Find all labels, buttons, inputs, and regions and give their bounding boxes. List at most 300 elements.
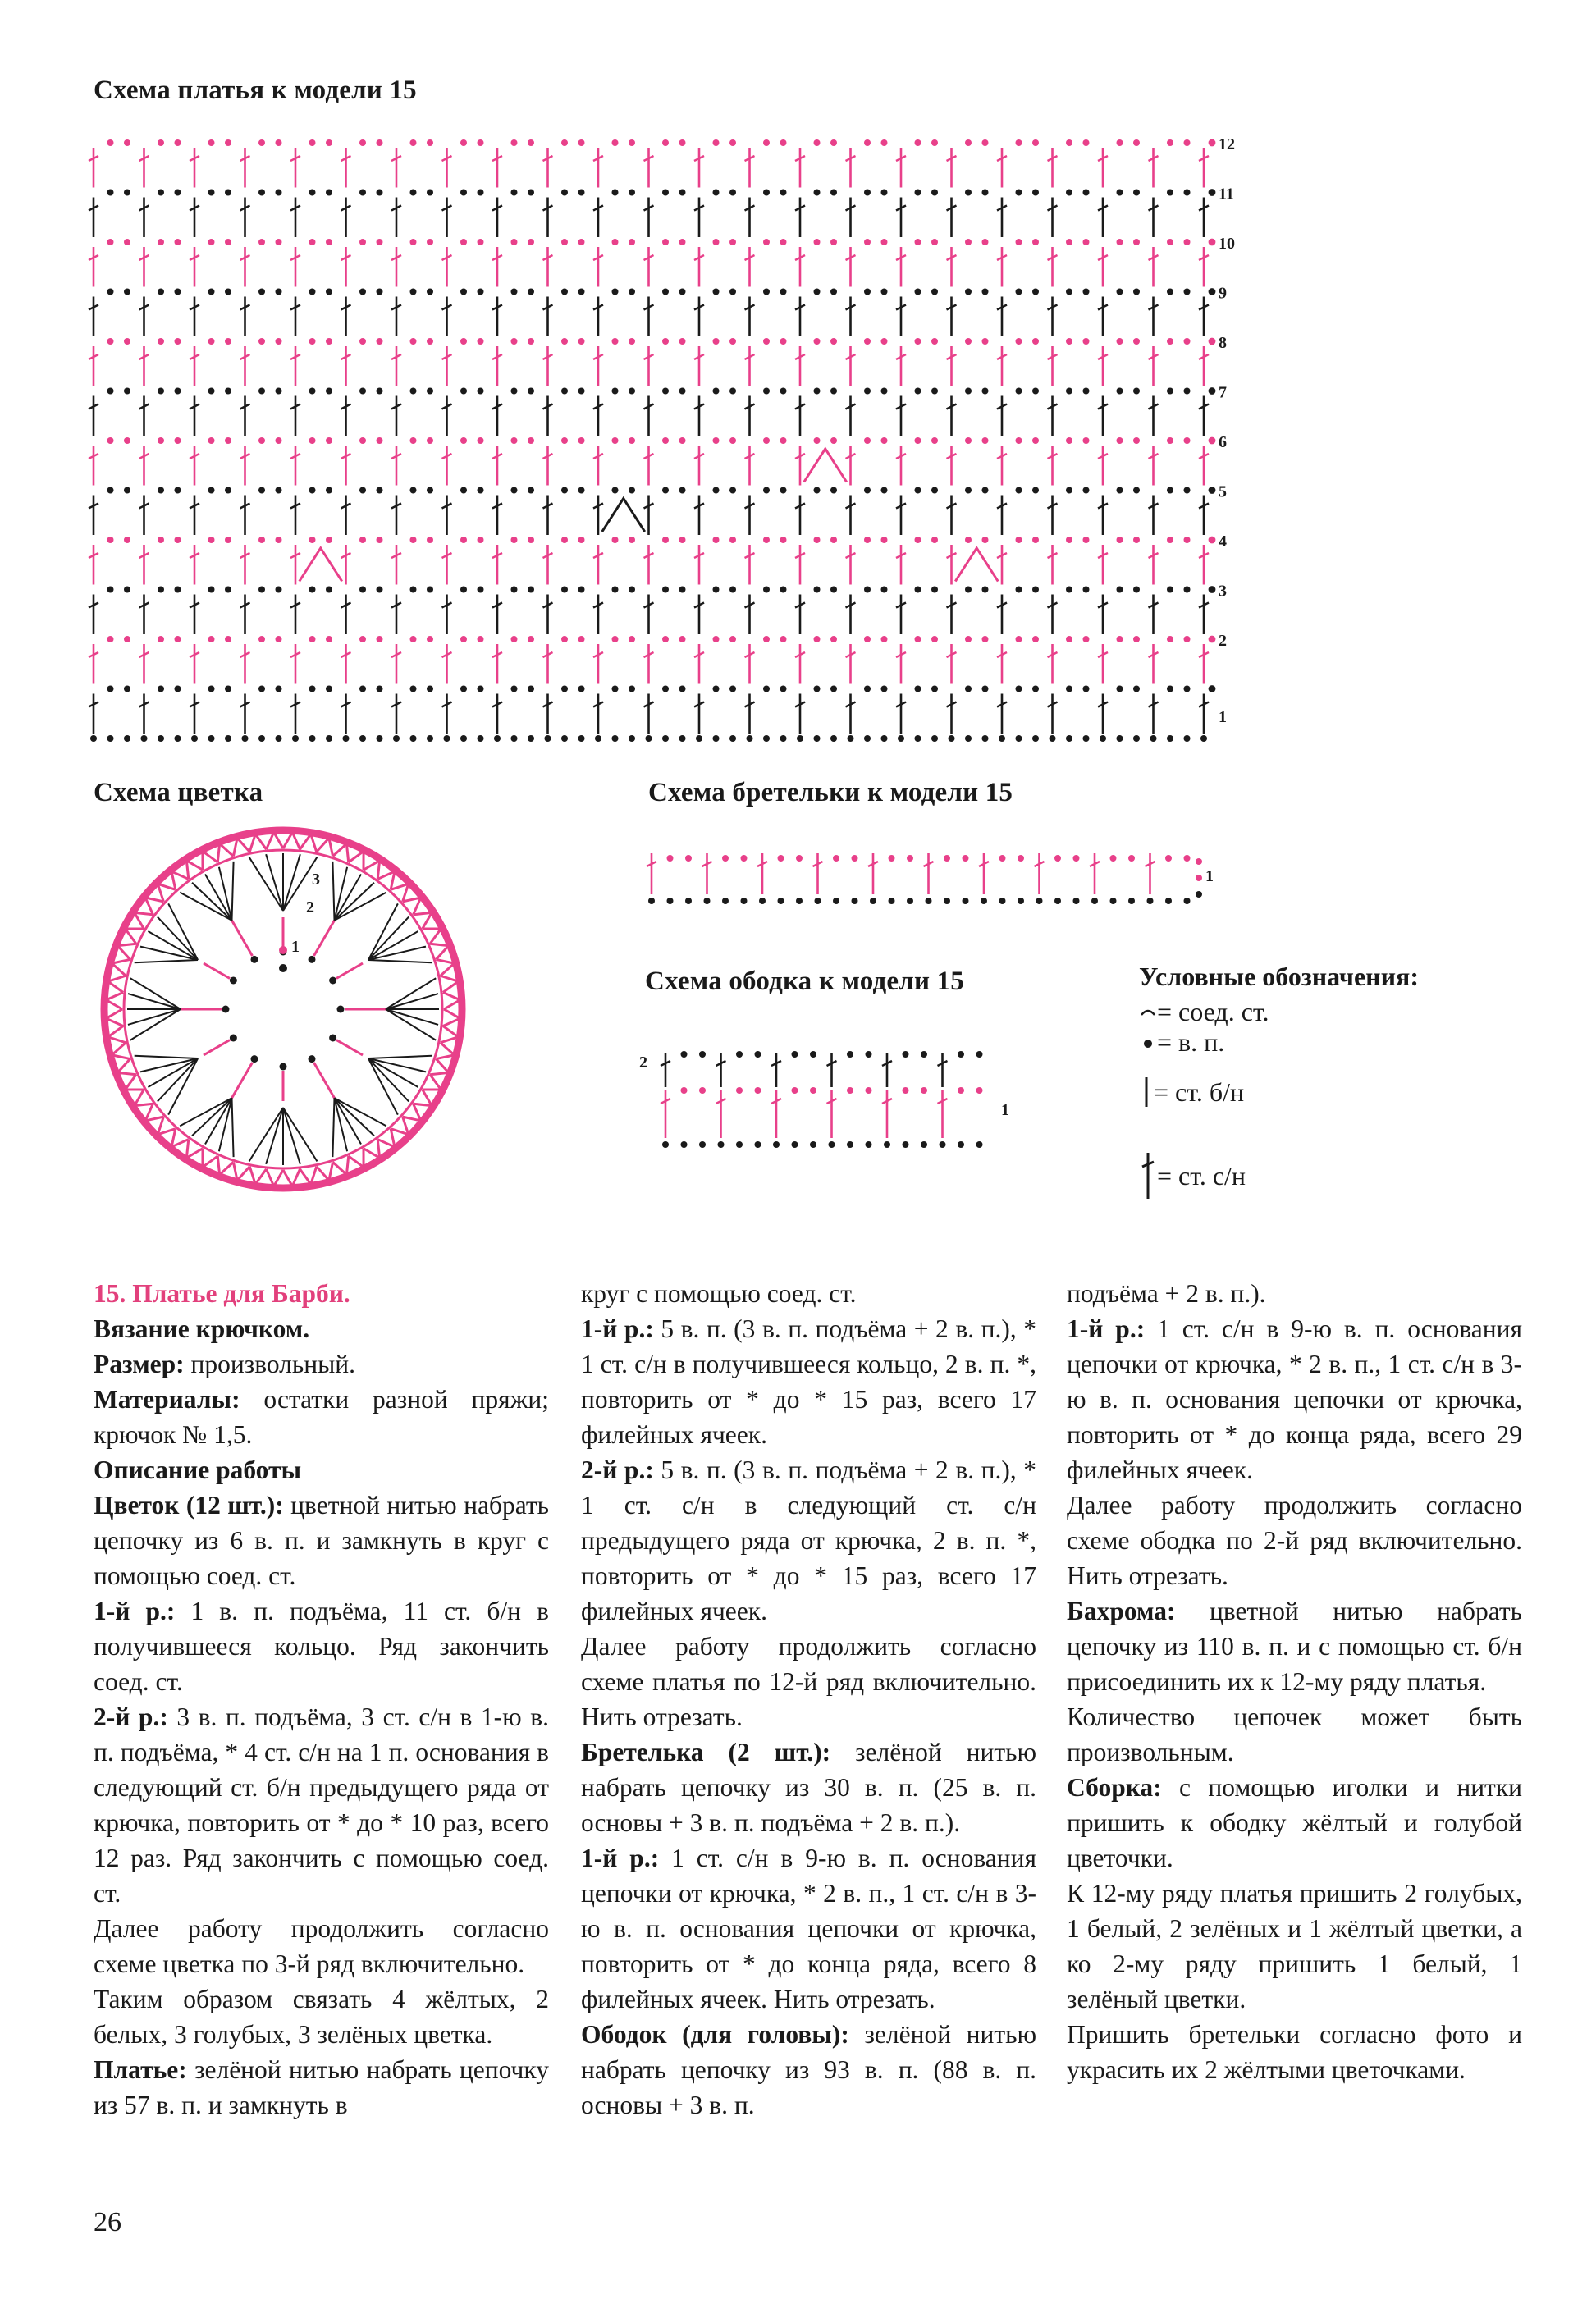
chain-stitch bbox=[915, 686, 921, 692]
chain-stitch bbox=[881, 338, 888, 345]
chain-stitch bbox=[847, 1087, 853, 1094]
paragraph-body: 1 ст. с/н в 9-ю в. п. основания цепочки от крючка, * 2 в. п., 1 ст. с/н в 3-ю в. п. основания цепочки от крючка, повторить от * до конца ряда, всего 29 филейных ячеек. bbox=[1067, 1314, 1522, 1484]
chain-stitch bbox=[847, 1141, 853, 1148]
outer-stitch bbox=[444, 1009, 460, 1018]
chain-stitch bbox=[478, 139, 484, 146]
chain-stitch bbox=[329, 1035, 336, 1042]
chain-stitch bbox=[755, 1051, 761, 1058]
fan-stitch bbox=[219, 867, 232, 921]
chain-stitch bbox=[309, 289, 316, 295]
chain-stitch bbox=[713, 338, 720, 345]
chain-stitch bbox=[124, 139, 130, 146]
fan-stitch bbox=[140, 1058, 198, 1072]
chain-stitch bbox=[175, 289, 181, 295]
chain-stitch bbox=[528, 289, 534, 295]
chain-stitch bbox=[1209, 636, 1216, 643]
chain-stitch bbox=[931, 636, 938, 642]
chain-stitch bbox=[1032, 437, 1039, 444]
paragraph-heading: 1-й р.: bbox=[581, 1314, 654, 1343]
chain-stitch bbox=[736, 1141, 743, 1148]
chain-stitch bbox=[981, 898, 987, 904]
chain-stitch bbox=[326, 686, 332, 692]
chain-stitch bbox=[279, 964, 287, 972]
legend-text: = в. п. bbox=[1157, 1027, 1225, 1057]
chain-stitch bbox=[410, 686, 417, 692]
chain-stitch bbox=[124, 487, 130, 494]
chain-stitch bbox=[528, 636, 534, 642]
chain-stitch bbox=[662, 139, 669, 146]
chain-stitch bbox=[1133, 537, 1140, 543]
chain-stitch bbox=[755, 1141, 761, 1148]
chain-stitch bbox=[528, 686, 534, 692]
chain-stitch bbox=[1016, 338, 1022, 345]
chain-stitch bbox=[242, 735, 249, 742]
chain-stitch bbox=[1117, 388, 1123, 395]
chain-stitch bbox=[931, 190, 938, 196]
chain-stitch bbox=[329, 977, 336, 985]
text-paragraph bbox=[1067, 1876, 1522, 2017]
chain-stitch bbox=[309, 587, 316, 593]
fan-stitch bbox=[130, 1009, 181, 1040]
paragraph-heading: Материалы: bbox=[94, 1385, 240, 1414]
chain-stitch bbox=[685, 898, 692, 904]
chain-stitch bbox=[915, 289, 921, 295]
chain-stitch bbox=[427, 338, 433, 345]
chain-stitch bbox=[410, 239, 417, 245]
chain-stitch bbox=[427, 388, 433, 395]
chain-stitch bbox=[158, 139, 164, 146]
chain-stitch bbox=[208, 139, 215, 146]
chain-stitch bbox=[528, 190, 534, 196]
chain-stitch bbox=[829, 1141, 835, 1148]
chain-stitch bbox=[1184, 537, 1191, 543]
chain-stitch bbox=[629, 239, 635, 245]
chain-stitch bbox=[982, 735, 989, 742]
outer-stitch bbox=[364, 861, 380, 870]
chain-stitch bbox=[208, 190, 215, 196]
chain-stitch bbox=[1016, 239, 1022, 245]
outer-stitch bbox=[135, 1090, 144, 1106]
chain-stitch bbox=[898, 735, 904, 742]
chain-stitch bbox=[1016, 139, 1022, 146]
chain-stitch bbox=[292, 735, 299, 742]
chain-stitch bbox=[124, 289, 130, 295]
chain-stitch bbox=[958, 1051, 964, 1058]
chain-stitch bbox=[612, 487, 619, 494]
chain-stitch bbox=[208, 289, 215, 295]
legend-text: = ст. б/н bbox=[1154, 1076, 1245, 1107]
chain-stitch bbox=[926, 898, 932, 904]
chain-stitch bbox=[276, 239, 282, 245]
chain-stitch bbox=[410, 487, 417, 494]
chain-stitch bbox=[699, 1141, 706, 1148]
chain-stitch bbox=[718, 1141, 725, 1148]
chain-stitch bbox=[881, 537, 888, 543]
chain-stitch bbox=[931, 139, 938, 146]
chain-stitch bbox=[158, 239, 164, 245]
chain-stitch bbox=[830, 735, 837, 742]
chain-stitch bbox=[915, 139, 921, 146]
chain-stitch bbox=[729, 338, 736, 345]
chain-stitch bbox=[931, 537, 938, 543]
chain-stitch bbox=[276, 735, 282, 742]
fan-stitch bbox=[386, 994, 438, 1009]
chain-stitch bbox=[667, 898, 674, 904]
chain-stitch bbox=[191, 735, 198, 742]
chain-stitch bbox=[1133, 587, 1140, 593]
chain-stitch bbox=[276, 338, 282, 345]
chain-stitch bbox=[1066, 487, 1072, 494]
text-paragraph bbox=[94, 1699, 549, 1911]
decrease-v-stitch bbox=[602, 499, 645, 532]
chain-stitch bbox=[1083, 239, 1090, 245]
chain-stitch bbox=[225, 636, 231, 642]
row-number: 4 bbox=[1219, 532, 1227, 551]
chain-stitch bbox=[225, 735, 231, 742]
chain-stitch bbox=[679, 636, 686, 642]
spoke-stitch bbox=[336, 963, 363, 979]
fan-stitch bbox=[368, 947, 426, 960]
chain-stitch bbox=[460, 139, 467, 146]
outer-stitch bbox=[117, 946, 130, 960]
fan-stitch bbox=[249, 857, 283, 911]
outer-stitch bbox=[108, 981, 123, 992]
chain-stitch bbox=[1209, 586, 1216, 593]
chain-stitch bbox=[1167, 239, 1173, 245]
chain-stitch bbox=[963, 855, 969, 862]
paragraph-heading: Описание работы bbox=[94, 1456, 302, 1484]
chain-stitch bbox=[460, 239, 467, 245]
outer-stitch bbox=[333, 1162, 347, 1174]
chain-stitch bbox=[208, 437, 215, 444]
chain-stitch bbox=[646, 735, 652, 742]
chain-stitch bbox=[528, 437, 534, 444]
chain-stitch bbox=[763, 239, 770, 245]
paragraph-heading: 1-й р.: bbox=[581, 1844, 660, 1872]
chain-stitch bbox=[230, 1035, 237, 1042]
chain-stitch bbox=[208, 239, 215, 245]
chain-stitch bbox=[965, 735, 972, 742]
chain-stitch bbox=[729, 636, 736, 642]
chain-stitch bbox=[662, 437, 669, 444]
chain-stitch bbox=[595, 735, 601, 742]
chain-stitch bbox=[251, 956, 258, 963]
chain-stitch bbox=[679, 190, 686, 196]
chain-stitch bbox=[258, 735, 265, 742]
chain-stitch bbox=[460, 190, 467, 196]
chain-stitch bbox=[460, 636, 467, 642]
outer-stitch bbox=[443, 1026, 458, 1036]
chain-stitch bbox=[225, 487, 231, 494]
chain-stitch bbox=[1133, 487, 1140, 494]
chain-stitch bbox=[679, 537, 686, 543]
chain-stitch bbox=[864, 437, 871, 444]
chain-stitch bbox=[881, 289, 888, 295]
chain-stitch bbox=[982, 289, 989, 295]
chain-stitch bbox=[780, 735, 787, 742]
chain-stitch bbox=[679, 487, 686, 494]
outer-stitch bbox=[349, 852, 364, 862]
chain-stitch bbox=[1066, 686, 1072, 692]
outer-stitch bbox=[255, 1169, 266, 1184]
row-number: 1 bbox=[1205, 867, 1214, 885]
chain-stitch bbox=[478, 190, 484, 196]
chain-stitch bbox=[359, 139, 366, 146]
outer-stitch bbox=[106, 1018, 123, 1026]
paragraph-body: Таким образом связать 4 жёлтых, 2 белых, 3 голубых, 3 зелёных цветка. bbox=[94, 1985, 549, 2049]
chain-stitch bbox=[982, 636, 989, 642]
legend-item-slip-stitch bbox=[1139, 997, 1269, 1027]
chain-stitch bbox=[915, 239, 921, 245]
chain-stitch bbox=[889, 898, 895, 904]
chain-stitch bbox=[208, 587, 215, 593]
chain-stitch bbox=[1200, 735, 1207, 742]
chain-stitch bbox=[1117, 437, 1123, 444]
outer-stitch bbox=[220, 1162, 234, 1174]
chain-stitch bbox=[780, 437, 787, 444]
paragraph-body: цветной нитью набрать цепочку из 110 в. п. и с помощью ст. б/н присоединить их к 12-му ряду платья. bbox=[1067, 1597, 1522, 1696]
outer-stitch bbox=[106, 1009, 122, 1018]
chain-stitch bbox=[881, 587, 888, 593]
chain-stitch bbox=[359, 437, 366, 444]
chain-stitch bbox=[1184, 338, 1191, 345]
chain-stitch bbox=[1066, 537, 1072, 543]
chain-stitch bbox=[326, 487, 332, 494]
chain-stitch bbox=[1032, 338, 1039, 345]
chain-stitch bbox=[175, 735, 181, 742]
text-paragraph bbox=[94, 1488, 549, 1593]
chain-stitch bbox=[478, 289, 484, 295]
chain-stitch bbox=[729, 190, 736, 196]
chain-stitch bbox=[528, 338, 534, 345]
paragraph-body: произвольный. bbox=[184, 1350, 356, 1378]
chain-stitch bbox=[107, 587, 114, 593]
chain-stitch bbox=[1184, 190, 1191, 196]
chain-stitch bbox=[773, 1141, 780, 1148]
chain-stitch bbox=[965, 190, 972, 196]
outer-stitch bbox=[203, 1156, 217, 1167]
chain-stitch bbox=[830, 636, 837, 642]
chain-stitch bbox=[578, 289, 585, 295]
chain-stitch bbox=[158, 587, 164, 593]
chain-stitch bbox=[881, 735, 888, 742]
chain-stitch bbox=[931, 686, 938, 692]
chain-stitch bbox=[561, 139, 568, 146]
chain-stitch bbox=[141, 735, 148, 742]
spoke-stitch bbox=[314, 1063, 335, 1098]
chain-stitch bbox=[1133, 239, 1140, 245]
chain-stitch bbox=[1133, 388, 1140, 395]
chain-stitch bbox=[1167, 487, 1173, 494]
paragraph-body: 1 в. п. подъёма, 11 ст. б/н в получившееся кольцо. Ряд закончить соед. ст. bbox=[94, 1597, 549, 1696]
chain-stitch bbox=[696, 735, 702, 742]
chain-stitch bbox=[158, 487, 164, 494]
chain-stitch bbox=[612, 686, 619, 692]
chain-stitch bbox=[276, 437, 282, 444]
chain-stitch bbox=[545, 735, 551, 742]
chain-stitch bbox=[965, 587, 972, 593]
chain-stitch bbox=[830, 190, 837, 196]
chain-stitch bbox=[107, 388, 114, 395]
chain-stitch bbox=[958, 1141, 964, 1148]
chain-stitch bbox=[1209, 685, 1216, 692]
chain-stitch bbox=[208, 388, 215, 395]
fan-stitch bbox=[332, 1098, 334, 1157]
outer-stitch bbox=[377, 1140, 379, 1159]
chain-stitch bbox=[629, 487, 635, 494]
chain-stitch bbox=[713, 139, 720, 146]
chain-stitch bbox=[225, 338, 231, 345]
chain-stitch bbox=[578, 487, 585, 494]
chain-stitch bbox=[578, 239, 585, 245]
chain-stitch bbox=[258, 537, 265, 543]
center-ring bbox=[260, 986, 306, 1032]
chain-stitch bbox=[175, 636, 181, 642]
chain-stitch bbox=[931, 289, 938, 295]
chain-stitch bbox=[208, 338, 215, 345]
outer-stitch bbox=[220, 843, 234, 856]
chain-stitch bbox=[1209, 139, 1216, 147]
paragraph-heading: 2-й р.: bbox=[581, 1456, 654, 1484]
chain-stitch bbox=[780, 289, 787, 295]
decrease-v-stitch bbox=[955, 548, 998, 582]
chain-stitch bbox=[158, 636, 164, 642]
chain-stitch bbox=[326, 437, 332, 444]
chain-stitch bbox=[864, 735, 871, 742]
fan-stitch bbox=[368, 917, 409, 960]
legend-item-chain bbox=[1139, 1027, 1224, 1058]
chain-stitch bbox=[629, 735, 635, 742]
fan-stitch bbox=[232, 1098, 234, 1157]
chain-stitch bbox=[903, 1141, 909, 1148]
chain-stitch bbox=[870, 898, 876, 904]
chain-stitch bbox=[124, 388, 130, 395]
fan-stitch bbox=[128, 994, 181, 1009]
fan-stitch bbox=[368, 1058, 409, 1101]
chain-stitch bbox=[982, 537, 989, 543]
chain-stitch bbox=[309, 487, 316, 494]
chain-stitch bbox=[713, 735, 720, 742]
chain-stitch bbox=[1018, 898, 1024, 904]
chain-stitch bbox=[965, 537, 972, 543]
paragraph-body: Количество цепочек может быть произвольным. bbox=[1067, 1702, 1522, 1766]
chain-stitch bbox=[337, 1006, 345, 1013]
paragraph-body: зелёной нитью набрать цепочку из 93 в. п. (88 в. п. основы + 3 в. п. bbox=[581, 2020, 1037, 2119]
chain-stitch bbox=[478, 636, 484, 642]
chain-stitch bbox=[780, 537, 787, 543]
chain-stitch bbox=[561, 388, 568, 395]
chain-stitch bbox=[1133, 636, 1140, 642]
chain-stitch bbox=[915, 735, 921, 742]
chain-stitch bbox=[681, 1087, 688, 1094]
fan-stitch bbox=[386, 1009, 436, 1040]
chain-stitch bbox=[1209, 387, 1216, 395]
chain-stitch bbox=[612, 388, 619, 395]
row-number: 11 bbox=[1219, 185, 1234, 203]
chain-stitch bbox=[377, 735, 383, 742]
chain-stitch bbox=[208, 686, 215, 692]
row-number: 1 bbox=[1219, 708, 1227, 726]
chain-stitch bbox=[1117, 289, 1123, 295]
chain-stitch bbox=[679, 437, 686, 444]
chain-stitch bbox=[965, 289, 972, 295]
chain-stitch bbox=[814, 735, 821, 742]
fan-stitch bbox=[140, 947, 198, 960]
chain-stitch bbox=[578, 388, 585, 395]
chain-stitch bbox=[763, 487, 770, 494]
paragraph-heading: Ободок (для головы): bbox=[581, 2020, 849, 2049]
outer-stitch bbox=[436, 946, 448, 960]
fan-stitch bbox=[128, 1009, 181, 1025]
chain-stitch bbox=[612, 437, 619, 444]
chain-stitch bbox=[90, 735, 97, 742]
row-number: 1 bbox=[1001, 1101, 1009, 1119]
chain-stitch bbox=[410, 139, 417, 146]
chain-stitch bbox=[427, 437, 433, 444]
chain-stitch bbox=[679, 388, 686, 395]
flower-row-number: 2 bbox=[306, 898, 314, 916]
chain-stitch bbox=[377, 289, 383, 295]
outer-stitch bbox=[377, 861, 379, 880]
chain-stitch bbox=[881, 190, 888, 196]
chain-stitch bbox=[1032, 139, 1039, 146]
chain-stitch bbox=[1066, 388, 1072, 395]
fan-stitch bbox=[368, 960, 432, 962]
chain-stitch bbox=[662, 289, 669, 295]
chain-stitch bbox=[561, 338, 568, 345]
chain-stitch bbox=[1036, 898, 1043, 904]
chain-stitch bbox=[982, 437, 989, 444]
chain-stitch bbox=[848, 735, 854, 742]
chain-stitch bbox=[780, 686, 787, 692]
chain-stitch bbox=[915, 338, 921, 345]
outer-stitch bbox=[274, 832, 283, 848]
chain-stitch bbox=[722, 898, 729, 904]
chain-stitch bbox=[1066, 437, 1072, 444]
chain-stitch bbox=[713, 388, 720, 395]
fan-stitch bbox=[335, 1098, 348, 1151]
chain-stitch bbox=[763, 686, 770, 692]
chain-stitch bbox=[427, 537, 433, 543]
chain-stitch bbox=[410, 388, 417, 395]
chain-stitch bbox=[1032, 537, 1039, 543]
chain-stitch bbox=[1128, 898, 1135, 904]
chain-stitch bbox=[747, 735, 753, 742]
chain-stitch bbox=[736, 1087, 743, 1094]
chain-stitch bbox=[864, 587, 871, 593]
strap-chart-title: Схема бретельки к модели 15 bbox=[648, 778, 1013, 807]
spoke-stitch bbox=[204, 963, 230, 979]
chain-stitch bbox=[377, 338, 383, 345]
chain-stitch bbox=[1167, 437, 1173, 444]
chain-stitch bbox=[1016, 537, 1022, 543]
fan-stitch bbox=[130, 978, 181, 1009]
chain-stitch bbox=[814, 289, 821, 295]
chain-stitch bbox=[699, 1051, 706, 1058]
chain-stitch bbox=[931, 487, 938, 494]
chain-stitch bbox=[158, 686, 164, 692]
chain-stitch bbox=[511, 735, 518, 742]
chain-stitch bbox=[763, 437, 770, 444]
chain-stitch bbox=[478, 437, 484, 444]
chain-stitch bbox=[662, 239, 669, 245]
fan-stitch bbox=[249, 1108, 283, 1161]
spoke-stitch bbox=[204, 1040, 230, 1056]
text-paragraph bbox=[94, 2052, 549, 2123]
dress-crochet-chart bbox=[82, 131, 1264, 755]
outer-stitch bbox=[255, 834, 266, 849]
chain-stitch bbox=[736, 1051, 743, 1058]
